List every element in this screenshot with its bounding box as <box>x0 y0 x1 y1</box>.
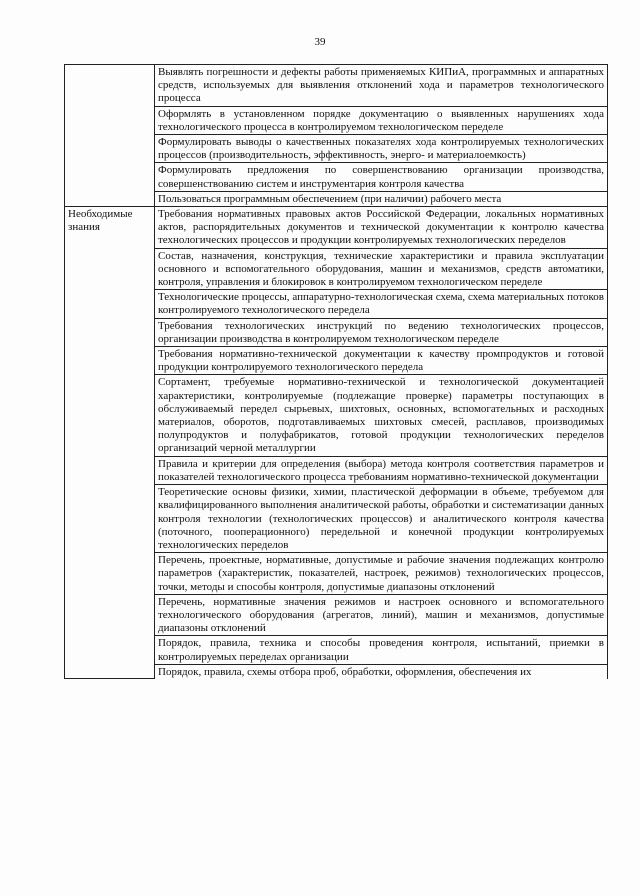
row-text: Перечень, проектные, нормативные, допустимые и рабочие значения подлежащих контролю параметров (характеристик, показателей, настроек, режимов) технологических процессов, точки, методы и способы контроля, допустимые диапазоны отклонений <box>155 553 608 595</box>
row-text: Порядок, правила, схемы отбора проб, обработки, оформления, обеспечения их <box>155 664 608 679</box>
row-group-label <box>65 65 155 207</box>
row-text: Сортамент, требуемые нормативно-технической и технологической документацией характеристики, контролируемые (подлежащие проверке) параметры поступающих в обслуживаемый передел сырьевых, шихтовых, основных, вспомогательных и расходных материалов, оборотов, подготавливаемых шихтовых смесей, расплавов, производимых полупродуктов и полуфабрикатов, готовой продукции технологических переделов организаций черной металлургии <box>155 375 608 456</box>
row-text: Требования нормативных правовых актов Российской Федерации, локальных нормативных актов, распорядительных документов и технической документации к контролю качества технологических процессов и продукции контролируемых технологических переделов <box>155 207 608 249</box>
row-text: Требования нормативно-технической документации к качеству промпродуктов и готовой продукции контролируемого технологического передела <box>155 347 608 375</box>
page-number: 39 <box>314 36 326 48</box>
competency-table <box>64 64 608 679</box>
competency-table-body <box>65 65 608 679</box>
row-text: Требования технологических инструкций по ведению технологических процессов, организации производства в контролируемом технологическом переделе <box>155 318 608 346</box>
row-text: Перечень, нормативные значения режимов и настроек основного и вспомогательного технологического оборудования (агрегатов, линий), машин и механизмов, допустимые диапазоны отклонений <box>155 594 608 636</box>
row-group-label: Необходимые знания <box>65 207 155 679</box>
table-row <box>65 65 608 107</box>
row-text: Оформлять в установленном порядке документацию о выявленных нарушениях хода технологического процесса в контролируемом технологическом переделе <box>155 106 608 134</box>
row-text: Формулировать предложения по совершенствованию организации производства, совершенствованию систем и инструментария контроля качества <box>155 163 608 191</box>
row-text: Технологические процессы, аппаратурно-технологическая схема, схема материальных потоков контролируемого технологического передела <box>155 290 608 318</box>
row-text: Состав, назначения, конструкция, технические характеристики и правила эксплуатации основного и вспомогательного оборудования, машин и механизмов, средств автоматики, контроля, управления и блокировок в контролируемом технологическом переделе <box>155 248 608 290</box>
row-text: Правила и критерии для определения (выбора) метода контроля соответствия параметров и показателей технологического процесса требованиям нормативно-технической документации <box>155 456 608 484</box>
table-row <box>65 207 608 249</box>
row-text: Выявлять погрешности и дефекты работы применяемых КИПиА, программных и аппаратных средств, используемых для выявления отклонений хода и параметров технологического процесса <box>155 65 608 107</box>
row-text: Теоретические основы физики, химии, пластической деформации в объеме, требуемом для квалифицированного выполнения аналитической работы, обработки и систематизации данных контроля технологии (технологических процессов) и аналитического контроля качества (поточного, пооперационного) передельной и конечной продукции контролируемых технологических переделов <box>155 485 608 553</box>
row-text: Порядок, правила, техника и способы проведения контроля, испытаний, приемки в контролируемых переделах организации <box>155 636 608 664</box>
row-text: Формулировать выводы о качественных показателях хода контролируемых технологических процессов (производительность, эффективность, энерго- и материалоемкость) <box>155 135 608 163</box>
row-text: Пользоваться программным обеспечением (при наличии) рабочего места <box>155 191 608 206</box>
